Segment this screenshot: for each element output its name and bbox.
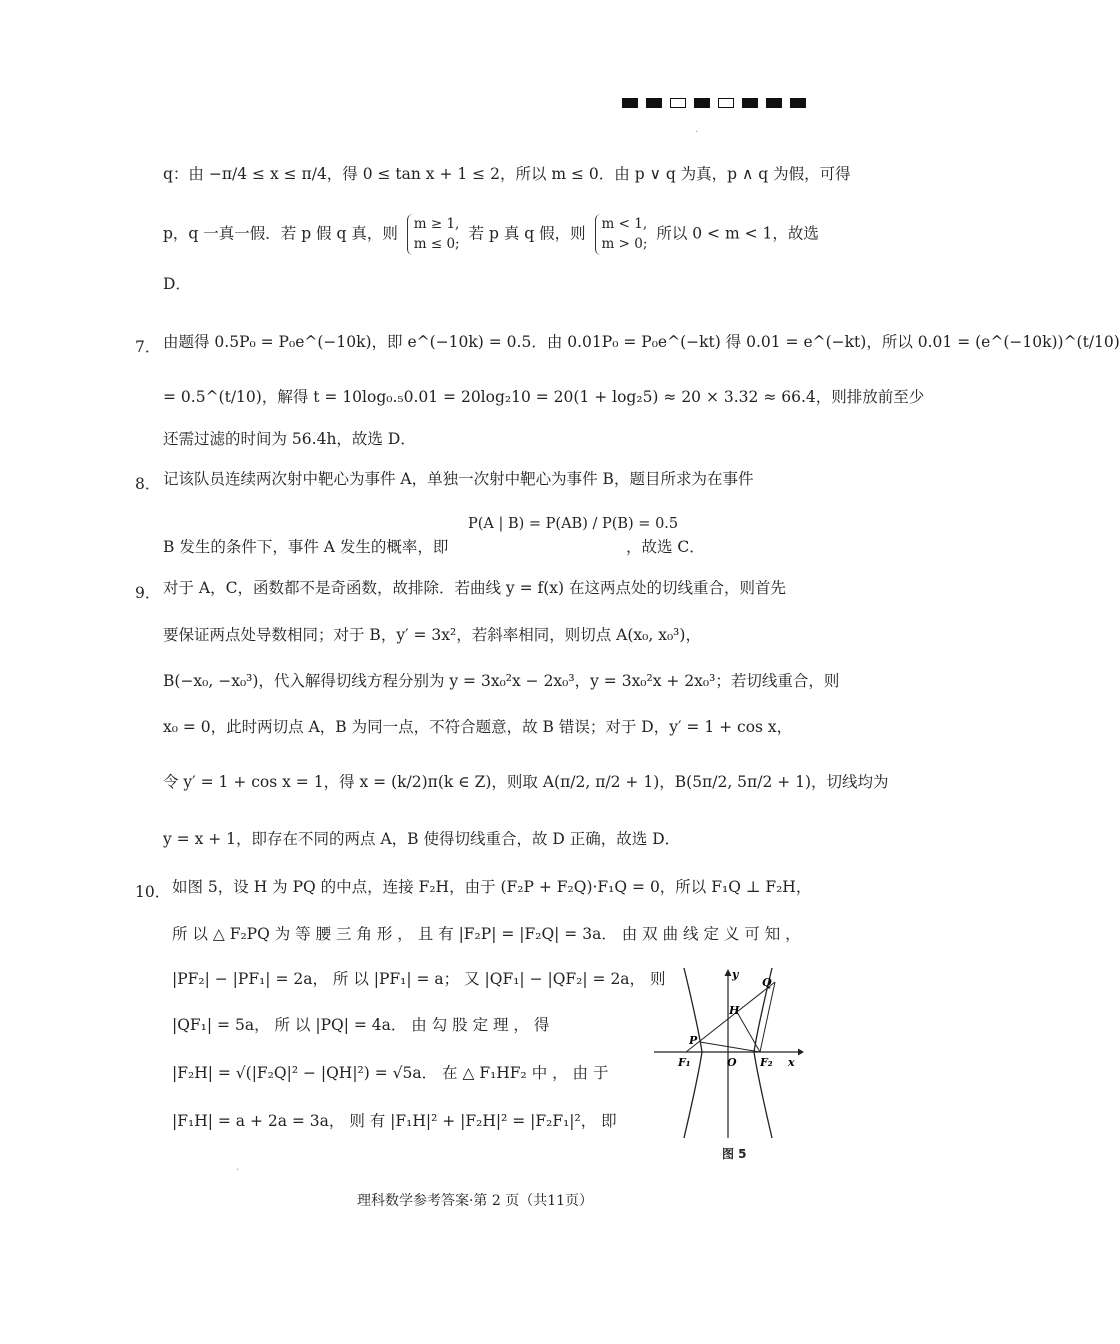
q6-line-2 [163, 214, 819, 255]
decor-dot: . [236, 1162, 240, 1173]
line-HF2 [737, 1012, 760, 1052]
figure-caption: 图 5 [722, 1147, 747, 1161]
label-H: H [729, 1004, 740, 1017]
q6-line-2c: 所以 0 < m < 1，故选 [656, 224, 819, 243]
system-2-row-2: m > 0; [601, 236, 648, 253]
label-F1: F₁ [678, 1056, 691, 1069]
q9-line-3: B(−x₀, −x₀³)，代入解得切线方程分别为 y = 3x₀²x − 2x₀³，y = 3x₀²x + 2x₀³；若切线重合，则 [163, 672, 840, 690]
header-marks [622, 98, 806, 108]
q6-line-1: q：由 −π/4 ≤ x ≤ π/4，得 0 ≤ tan x + 1 ≤ 2，所以 m ≤ 0．由 p ∨ q 为真，p ∧ q 为假，可得 [163, 165, 851, 183]
label-y: y [732, 968, 739, 981]
page-footer: 理科数学参考答案·第 2 页（共11页） [356, 1193, 594, 1209]
mark-block [694, 98, 710, 108]
q7-line-2: = 0.5^(t/10)，解得 t = 10log₀.₅0.01 = 20log₂10 = 20(1 + log₂5) ≈ 20 × 3.32 ≈ 66.4，则排放前至少 [163, 388, 925, 406]
q8-line-1: 记该队员连续两次射中靶心为事件 A，单独一次射中靶心为事件 B，题目所求为在事件 [163, 470, 754, 488]
q9-line-5: 令 y′ = 1 + cos x = 1，得 x = (k/2)π(k ∈ Z)，则取 A(π/2, π/2 + 1)，B(5π/2, 5π/2 + 1)，切线均为 [163, 773, 889, 791]
q9-number: 9． [135, 584, 161, 602]
mark-block [790, 98, 806, 108]
q6-line-2b: 若 p 真 q 假，则 [468, 224, 586, 243]
q9-line-1: 对于 A，C，函数都不是奇函数，故排除．若曲线 y = f(x) 在这两点处的切线重合，则首先 [163, 579, 787, 597]
q8-line-2-end: ，故选 C． [626, 538, 705, 556]
q10-line-5: |F₂H| = √(|F₂Q|² − |QH|²) = √5a． 在 △ F₁HF₂ 中 ， 由 于 [172, 1064, 609, 1082]
label-P: P [689, 1034, 698, 1047]
q8-number: 8． [135, 475, 161, 493]
mark-block [670, 98, 686, 108]
q9-line-2: 要保证两点处导数相同；对于 B，y′ = 3x²，若斜率相同，则切点 A(x₀, x₀³)， [163, 626, 701, 644]
mark-block [766, 98, 782, 108]
label-F2: F₂ [760, 1056, 773, 1069]
label-x: x [788, 1056, 795, 1069]
q7-line-3: 还需过滤的时间为 56.4h，故选 D． [163, 430, 416, 448]
right-branch [754, 968, 772, 1138]
q7-line-1: 由题得 0.5P₀ = P₀e^(−10k)，即 e^(−10k) = 0.5．由 0.01P₀ = P₀e^(−kt) 得 0.01 = e^(−kt)，所以 0.01 = (e^(−10k))^(t/10) [163, 333, 1120, 351]
label-Q: Q [762, 976, 772, 989]
line-PF2 [700, 1042, 760, 1052]
hyperbola-figure [652, 966, 804, 1141]
system-2 [595, 214, 648, 255]
label-O: O [727, 1056, 737, 1069]
q6-line-2a: p，q 一真一假．若 p 假 q 真，则 [163, 224, 398, 243]
q10-line-2: 所 以 △ F₂PQ 为 等 腰 三 角 形 ， 且 有 |F₂P| = |F₂Q| = 3a． 由 双 曲 线 定 义 可 知 ， [172, 925, 801, 943]
system-1-row-1: m ≥ 1, [413, 216, 460, 232]
mark-block [646, 98, 662, 108]
q9-line-4: x₀ = 0，此时两切点 A，B 为同一点，不符合题意，故 B 错误；对于 D，y′ = 1 + cos x， [163, 718, 793, 736]
q8-formula: P(A | B) = P(AB) / P(B) = 0.5 [468, 516, 679, 532]
q7-number: 7． [135, 338, 161, 356]
mark-block [742, 98, 758, 108]
q9-line-6: y = x + 1，即存在不同的两点 A，B 使得切线重合，故 D 正确，故选 D． [163, 830, 681, 848]
x-axis-arrow [798, 1049, 804, 1056]
decor-dot: . [695, 124, 699, 135]
q10-line-1: 如图 5，设 H 为 PQ 的中点，连接 F₂H，由于 (F₂P + F₂Q)·F₁Q = 0，所以 F₁Q ⊥ F₂H， [172, 878, 812, 896]
system-2-row-1: m < 1, [601, 216, 648, 232]
left-branch [684, 968, 702, 1138]
q10-line-4: |QF₁| = 5a， 所 以 |PQ| = 4a． 由 勾 股 定 理 ， 得 [172, 1016, 550, 1034]
mark-block [622, 98, 638, 108]
y-axis-arrow [725, 969, 732, 976]
q10-line-6: |F₁H| = a + 2a = 3a， 则 有 |F₁H|² + |F₂H|² = |F₂F₁|²， 即 [172, 1112, 617, 1130]
system-1-row-2: m ≤ 0; [413, 236, 460, 253]
q10-number: 10． [135, 883, 171, 901]
system-1 [407, 214, 460, 255]
q8-line-2: B 发生的条件下，事件 A 发生的概率，即 [163, 538, 449, 556]
mark-block [718, 98, 734, 108]
q10-line-3: |PF₂| − |PF₁| = 2a， 所 以 |PF₁| = a； 又 |QF₁| − |QF₂| = 2a， 则 [172, 970, 666, 988]
q6-line-3: D． [163, 275, 191, 293]
line-F1Q [686, 982, 775, 1052]
